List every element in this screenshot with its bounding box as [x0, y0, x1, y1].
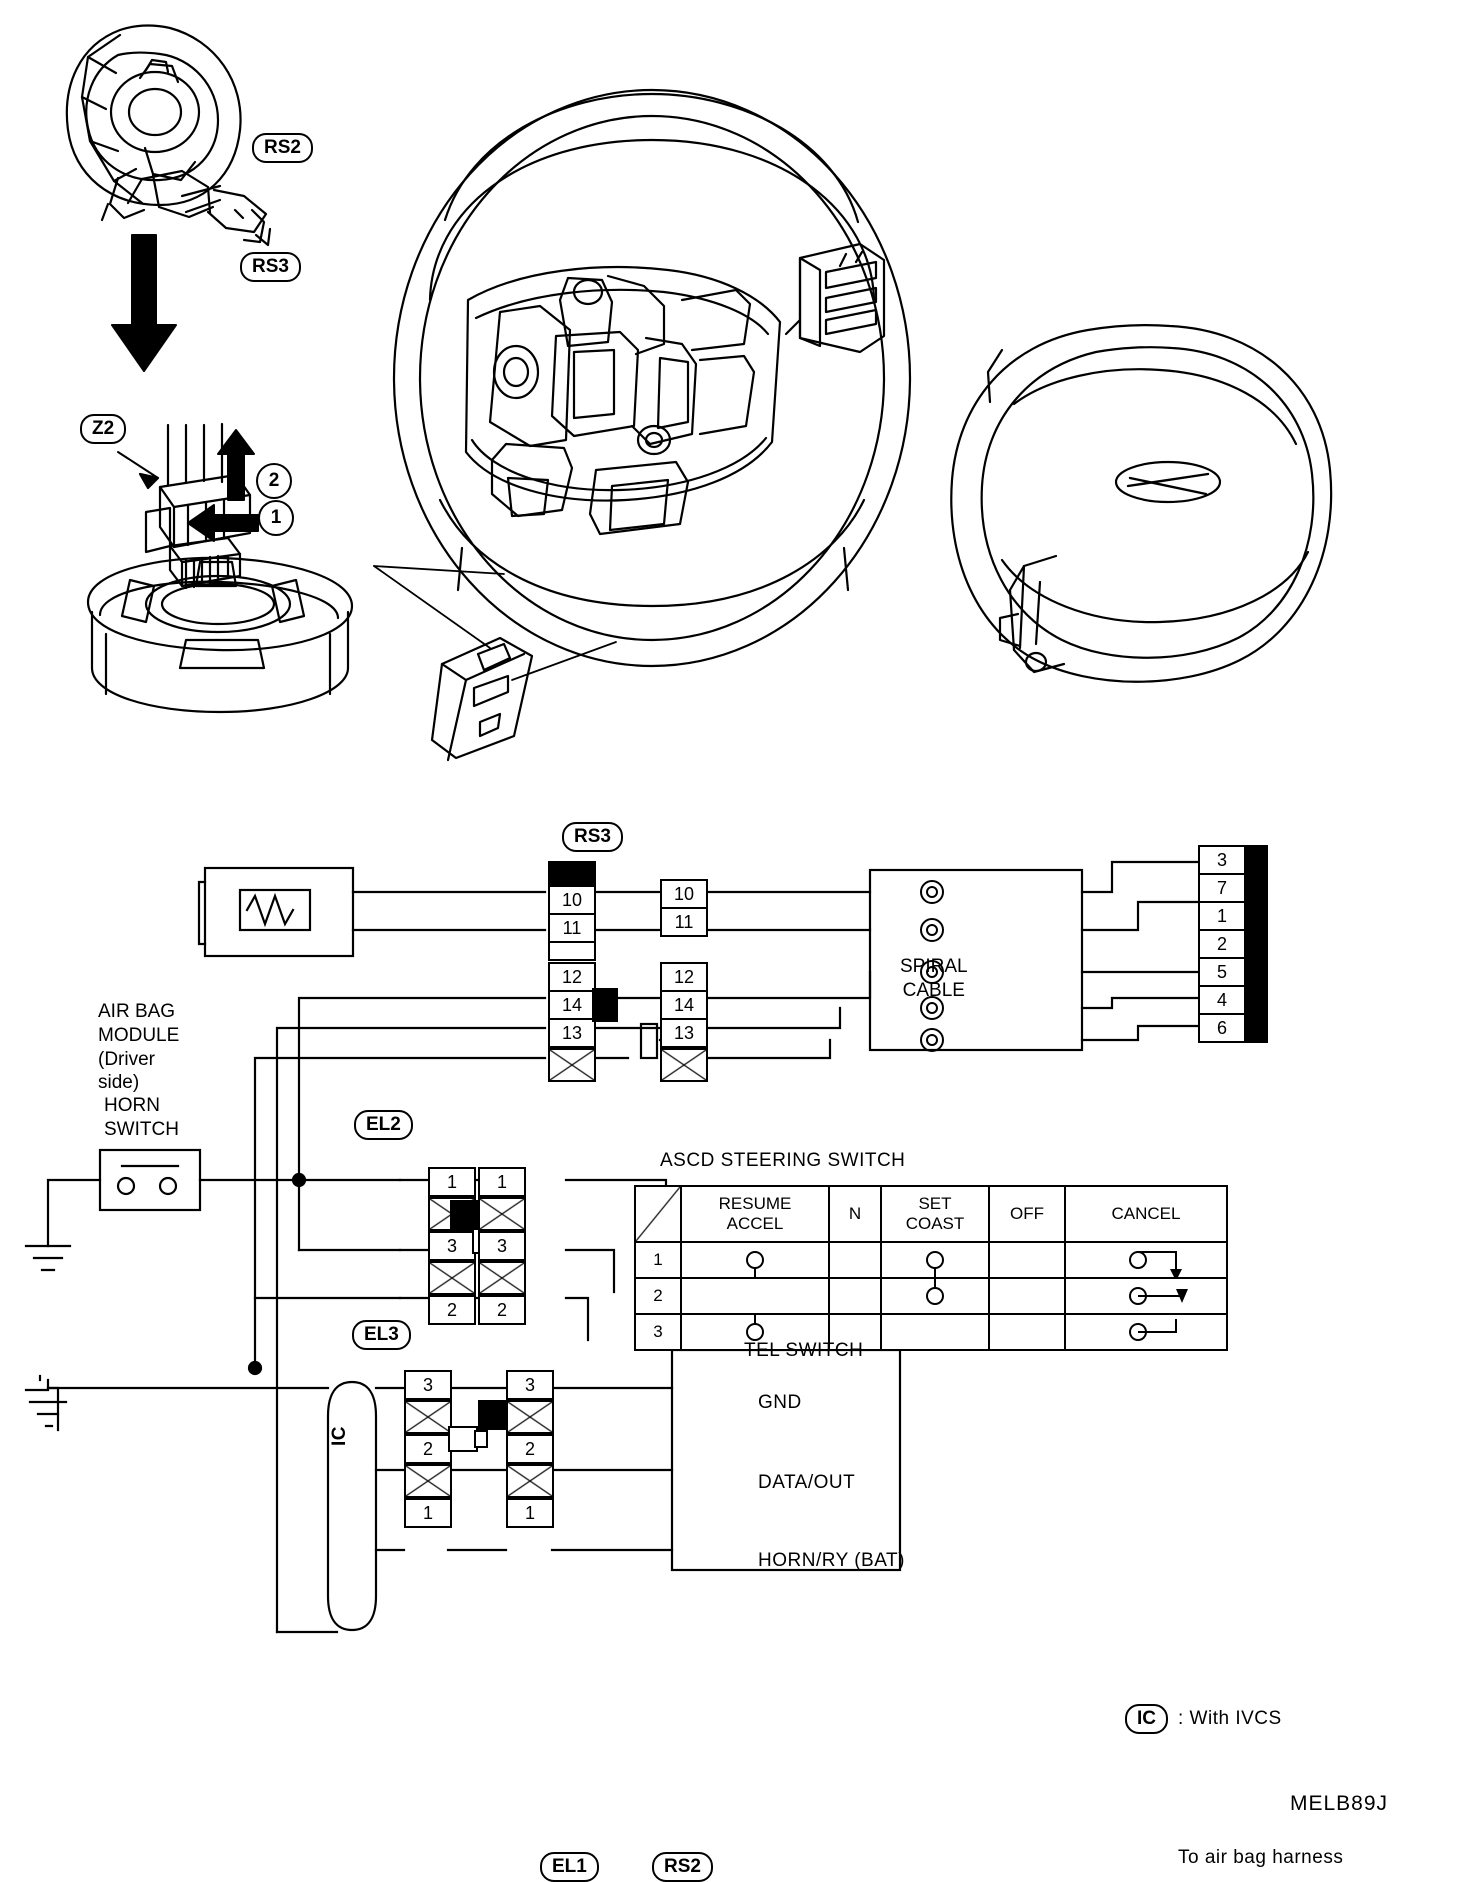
spiral-cable-line1: SPIRAL	[900, 956, 968, 977]
pin-rs2-12: 12	[660, 962, 708, 992]
ascd-cell-3-set	[881, 1314, 989, 1350]
ic-oval-label	[330, 1425, 350, 1447]
contact-2-set	[882, 1279, 988, 1313]
ascd-cell-1-cancel	[1065, 1242, 1227, 1278]
ascd-col-off: OFF	[989, 1186, 1065, 1242]
ascd-row-label-2: 2	[635, 1278, 681, 1314]
el2-pill: EL2	[354, 1110, 413, 1140]
spiral-cable-label	[900, 955, 968, 1003]
ascd-table-wrap	[634, 1185, 1228, 1351]
pin-tel-1: 1	[506, 1498, 554, 1528]
horn-switch-line2: SWITCH	[104, 1118, 179, 1140]
el1-top-endcap	[548, 943, 596, 961]
ascd-shell-x-2	[478, 1261, 526, 1295]
airbag-module-line1: AIR BAG	[98, 1001, 176, 1022]
ascd-cell-1-set	[881, 1242, 989, 1278]
ascd-col-accel: ACCEL	[726, 1214, 784, 1233]
pin-rs3-11: 11	[660, 909, 708, 937]
contact-2-cancel	[1066, 1279, 1226, 1313]
ascd-cell-1-resume	[681, 1242, 829, 1278]
legend-text: : With IVCS	[1178, 1707, 1282, 1729]
callout-rs3: RS3	[240, 252, 301, 282]
ascd-header-row	[635, 1186, 1227, 1242]
horn-switch-label	[104, 1094, 179, 1142]
pin-el3-2: 2	[404, 1434, 452, 1464]
el1-shell-x	[548, 1048, 596, 1082]
pin-z2-7: 7	[1198, 875, 1246, 903]
el1-colorbar-14	[592, 988, 618, 1022]
contact-3-cancel	[1066, 1315, 1226, 1349]
z2-pins	[1198, 845, 1268, 1043]
pin-el3-1: 1	[404, 1498, 452, 1528]
ascd-col-cancel: CANCEL	[1065, 1186, 1227, 1242]
rs2-shell-x	[660, 1048, 708, 1082]
pin-el2-1: 1	[428, 1167, 476, 1197]
tel-signal-gnd: GND	[758, 1392, 802, 1413]
airbag-module-line3: (Driver	[98, 1048, 155, 1070]
contact-1-cancel	[1066, 1243, 1226, 1277]
ascd-row-2	[635, 1278, 1227, 1314]
tel-signal-data-out: DATA/OUT	[758, 1472, 856, 1493]
pin-ascd-3: 3	[478, 1231, 526, 1261]
el3-shell-x-2	[404, 1464, 452, 1498]
tel-switch-title	[744, 1340, 863, 1362]
tel-switch-box	[744, 1372, 972, 1592]
ic-label-text: IC	[329, 1426, 350, 1446]
ascd-table	[634, 1185, 1228, 1351]
el3-pill: EL3	[352, 1320, 411, 1350]
el2-shell-x-2	[428, 1261, 476, 1295]
el1-top-colorbar	[548, 861, 596, 885]
pin-z2-2: 2	[1198, 931, 1246, 959]
ascd-col-set: SET	[918, 1194, 952, 1214]
pin-el1-13: 13	[548, 1020, 596, 1048]
horn-switch-line1: HORN	[104, 1095, 160, 1116]
ascd-cell-2-set	[881, 1278, 989, 1314]
pin-el1-14: 14	[548, 992, 596, 1020]
ascd-cell-2-off	[989, 1278, 1065, 1314]
rs2-label: RS2	[652, 1852, 713, 1882]
pin-rs2-14: 14	[660, 992, 708, 1020]
ascd-cell-1-off	[989, 1242, 1065, 1278]
ascd-cell-2-n	[829, 1278, 881, 1314]
tel-colorbar	[478, 1400, 508, 1430]
pin-el1-10: 10	[548, 885, 596, 915]
pin-el3-3: 3	[404, 1370, 452, 1400]
callout-z2: Z2	[80, 414, 126, 444]
pin-tel-3: 3	[506, 1370, 554, 1400]
step-2-label: 2	[268, 470, 280, 491]
ascd-corner-cell	[635, 1186, 681, 1242]
el3-lock-tab-2	[474, 1430, 488, 1448]
el3-pins	[404, 1370, 452, 1528]
ascd-cell-2-cancel	[1065, 1278, 1227, 1314]
contact-1-resume	[682, 1243, 828, 1277]
airbag-module-line2: MODULE	[98, 1024, 180, 1046]
ascd-row-3	[635, 1314, 1227, 1350]
pin-el1-12: 12	[548, 962, 596, 992]
pin-z2-5: 5	[1198, 959, 1246, 987]
spiral-cable-line2: CABLE	[902, 979, 965, 1001]
figure-code: MELB89J	[1290, 1792, 1389, 1815]
pin-rs2-13: 13	[660, 1020, 708, 1048]
pin-el1-11: 11	[548, 915, 596, 943]
ascd-cell-2-resume	[681, 1278, 829, 1314]
ascd-conn-pins	[478, 1167, 526, 1325]
pin-tel-2: 2	[506, 1434, 554, 1464]
ascd-table-title	[660, 1150, 905, 1172]
pin-z2-6: 6	[1198, 1015, 1246, 1043]
ascd-shell-x-1	[478, 1197, 526, 1231]
illustration-area	[0, 0, 1472, 770]
illustration-svg	[0, 0, 1472, 770]
pin-rs3-10: 10	[660, 879, 708, 909]
pin-z2-3: 3	[1198, 845, 1246, 875]
tel-signal-horn-ry: HORN/RY (BAT)	[758, 1550, 905, 1571]
el2-pins	[428, 1167, 476, 1325]
el1-bottom-pins	[548, 962, 596, 1082]
tel-shell-x-1	[506, 1400, 554, 1434]
connector-rs3: RS3	[562, 822, 623, 852]
ascd-cell-1-n	[829, 1242, 881, 1278]
ascd-col-n: N	[829, 1186, 881, 1242]
tel-title-text: TEL SWITCH	[744, 1340, 864, 1361]
contact-1-set	[882, 1243, 988, 1277]
ascd-col-set-coast	[881, 1186, 989, 1242]
callout-rs2: RS2	[252, 133, 313, 163]
ascd-row-label-3: 3	[635, 1314, 681, 1350]
pin-ascd-2: 2	[478, 1295, 526, 1325]
ascd-row-1	[635, 1242, 1227, 1278]
callout-step-1	[258, 500, 294, 536]
pin-el2-3: 3	[428, 1231, 476, 1261]
step-1-label: 1	[270, 507, 282, 528]
pin-z2-1: 1	[1198, 903, 1246, 931]
el1-top-pins	[548, 861, 596, 961]
el1-label: EL1	[540, 1852, 599, 1882]
pin-z2-4: 4	[1198, 987, 1246, 1015]
callout-step-2	[256, 463, 292, 499]
to-airbag-harness-label: To air bag harness	[1178, 1847, 1344, 1868]
rs3-top-pins	[660, 879, 708, 937]
ascd-cell-3-cancel	[1065, 1314, 1227, 1350]
airbag-module-label	[98, 1000, 248, 1095]
tel-shell-x-2	[506, 1464, 554, 1498]
ascd-cell-3-off	[989, 1314, 1065, 1350]
ascd-title-text: ASCD STEERING SWITCH	[660, 1150, 906, 1171]
ascd-col-coast: COAST	[905, 1214, 965, 1233]
ascd-col-resume: RESUME	[718, 1194, 792, 1214]
z2-colorbar	[1246, 845, 1268, 1043]
ascd-col-resume-accel	[681, 1186, 829, 1242]
legend-tag: IC	[1125, 1704, 1168, 1734]
pin-el2-2: 2	[428, 1295, 476, 1325]
ascd-colorbar	[450, 1200, 480, 1230]
el3-shell-x-1	[404, 1400, 452, 1434]
legend	[1125, 1704, 1282, 1734]
tel-conn-pins	[506, 1370, 554, 1528]
airbag-module-line4: side)	[98, 1072, 140, 1094]
ascd-row-label-1: 1	[635, 1242, 681, 1278]
pin-ascd-1: 1	[478, 1167, 526, 1197]
rs2-bottom-pins	[660, 962, 708, 1082]
